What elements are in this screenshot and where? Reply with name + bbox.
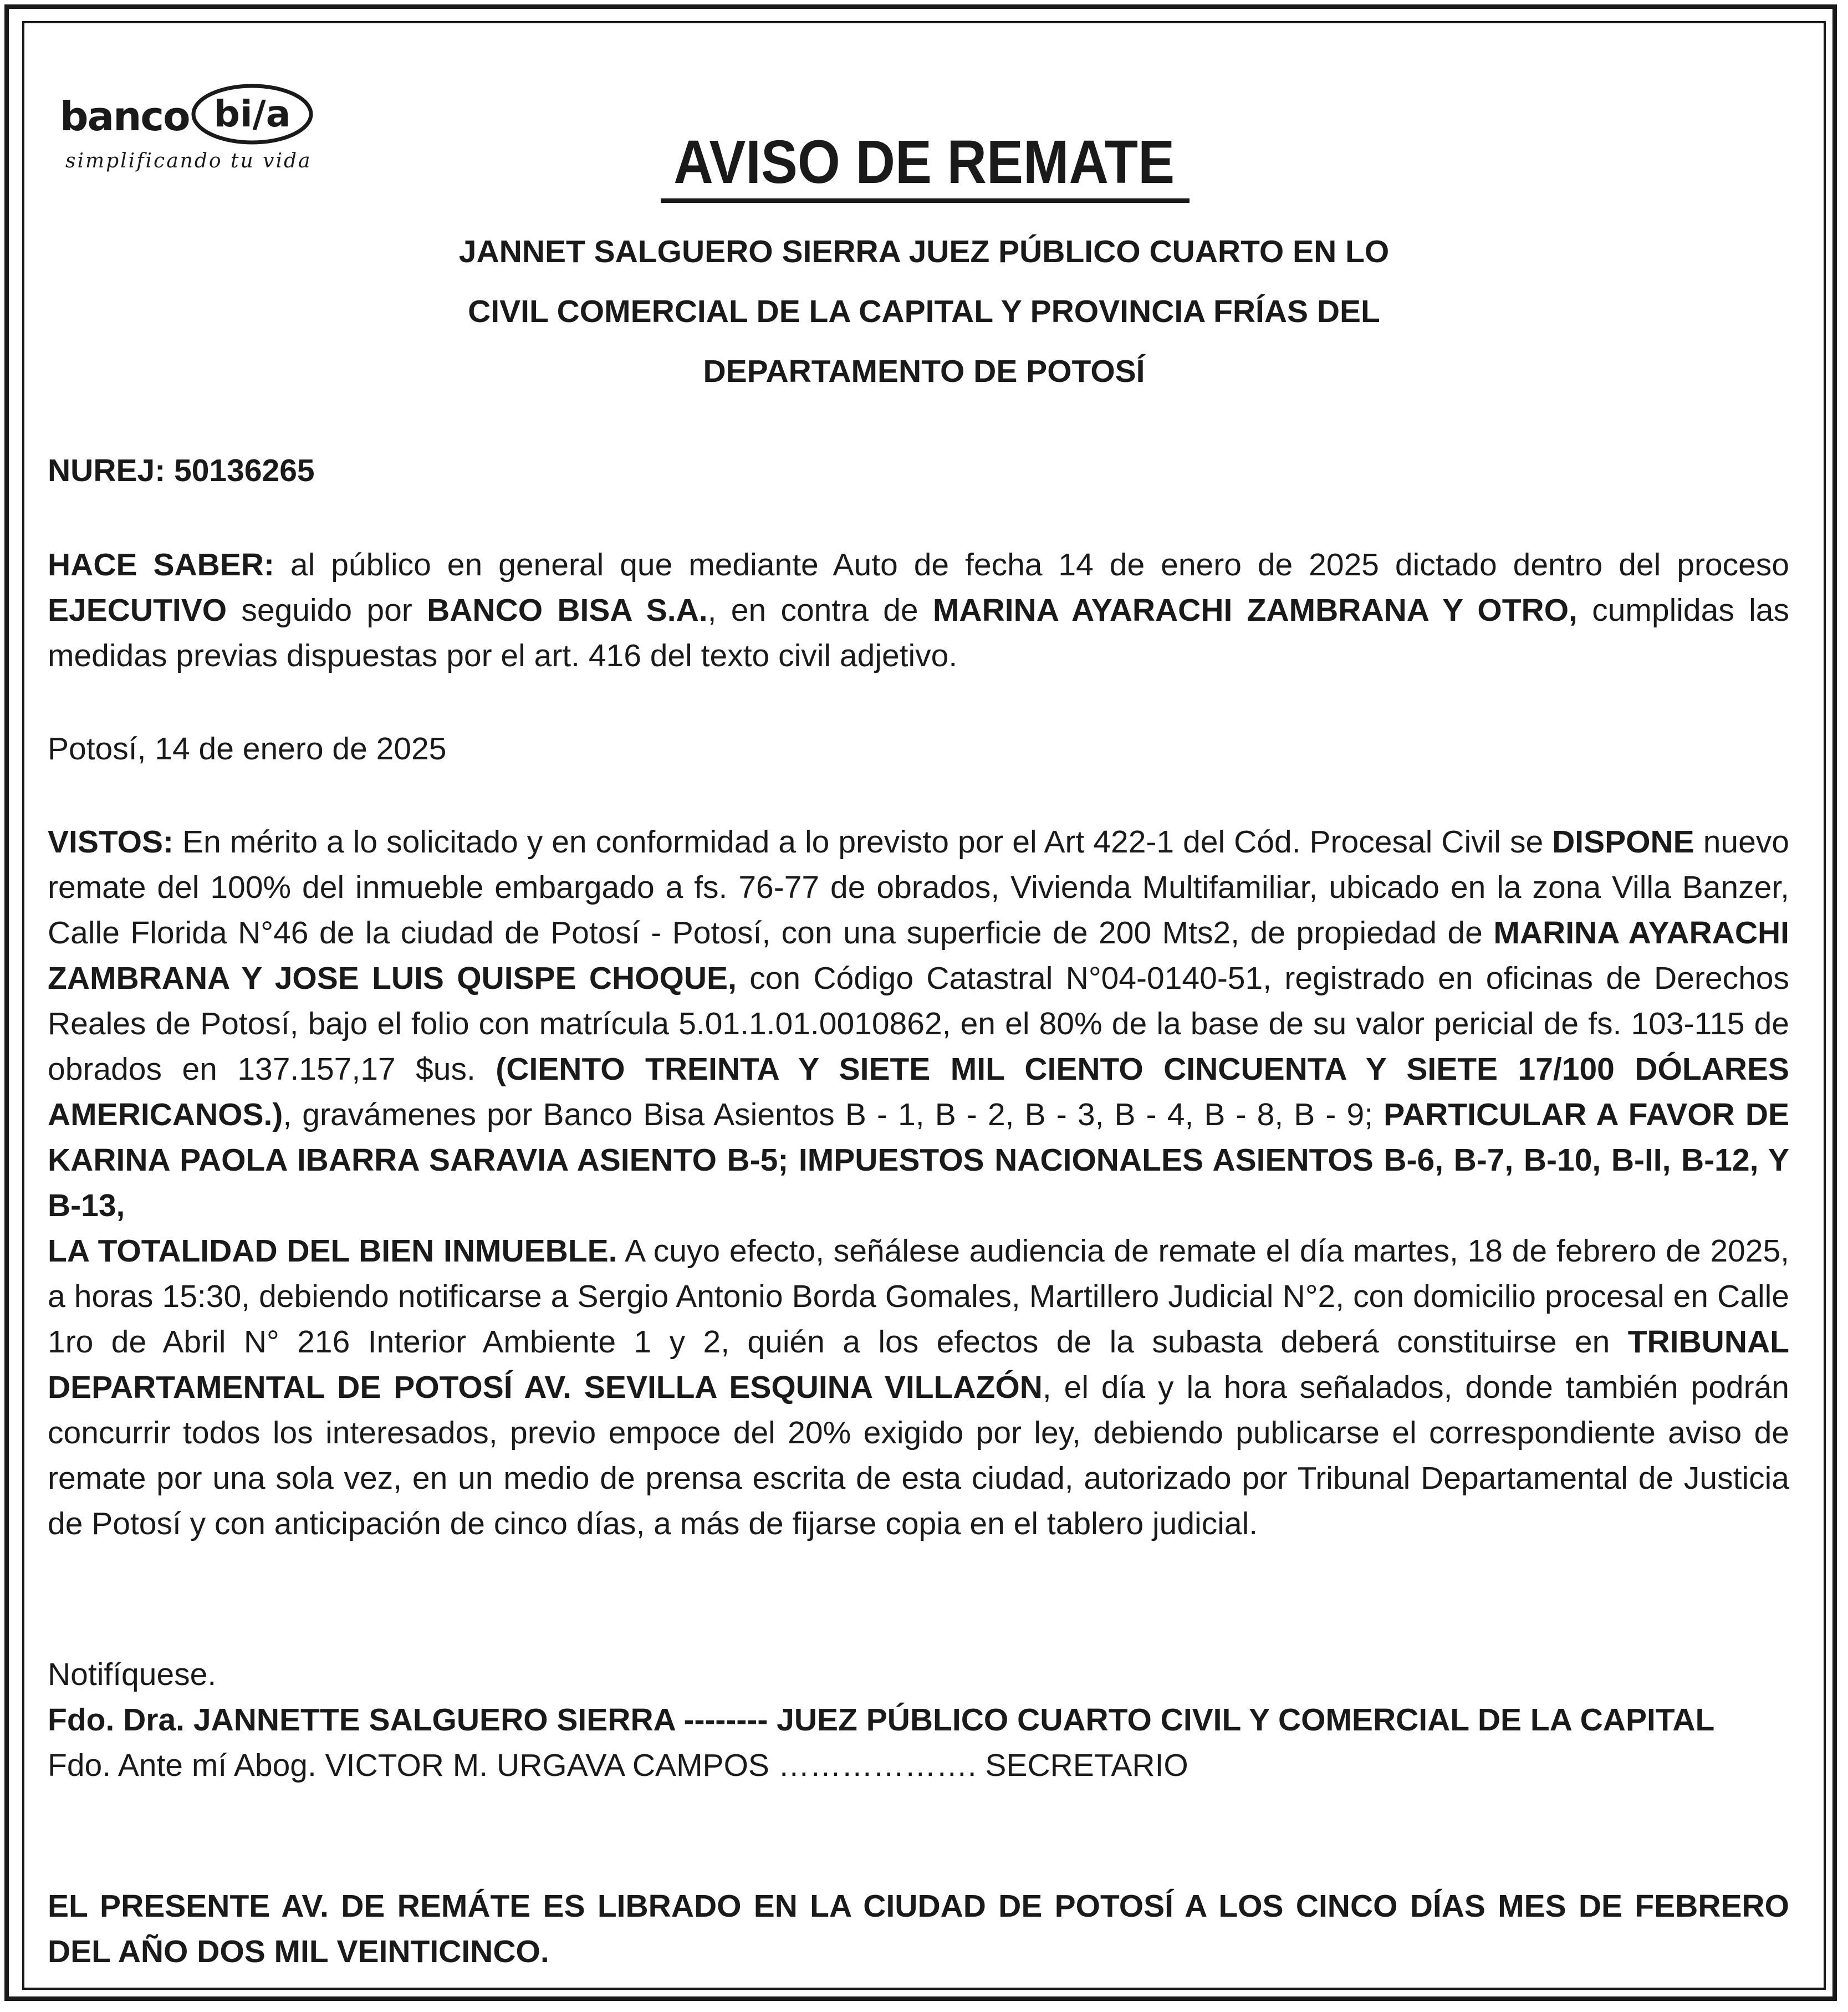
judge-signature: Fdo. Dra. JANNETTE SALGUERO SIERRA -------- JUEZ PÚBLICO CUARTO CIVIL Y COMERCIAL DE LA CAPITAL [48,1702,1715,1738]
closing-statement: EL PRESENTE AV. DE REMÁTE ES LIBRADO EN LA CIUDAD DE POTOSÍ A LOS CINCO DÍAS MES DE FEBRERO DEL AÑO DOS MIL VEINTICINCO. [48,1888,1789,1969]
heading-line-1: JANNET SALGUERO SIERRA JUEZ PÚBLICO CUARTO EN LO [458,234,1390,269]
hace-saber-paragraph: HACE SABER: al público en general que mediante Auto de fecha 14 de enero de 2025 dictado dentro del proceso EJECUTIVO seguido por BANCO BISA S.A., en contra de MARINA AYARACHI ZAMBRANA Y OTRO, cumplidas las medidas previas dispuestas por el art. 416 del texto civil adjetivo. [48,547,1790,673]
logo-word-banco: banco [60,93,190,140]
secretary-signature: Fdo. Ante mí Abog. VICTOR M. URGAVA CAMPOS ………………. SECRETARIO [48,1748,1188,1783]
vistos-paragraph: VISTOS: En mérito a lo solicitado y en conformidad a lo previsto por el Art 422-1 del Cód. Procesal Civil se DISPONE nuevo remate del 100% del inmueble embargado a fs. 76-77 de obrados, Vivienda Multifamiliar, ubicado en la zona Villa Banzer, Calle Florida N°46 de la ciudad de Potosí - Potosí, con una superficie de 200 Mts2, de propiedad de MARINA AYARACHI ZAMBRANA Y JOSE LUIS QUISPE CHOQUE, con Código Catastral N°04-0140-51, registrado en oficinas de Derechos Reales de Potosí, bajo el folio con matrícula 5.01.1.01.0010862, en el 80% de la base de su valor pericial de fs. 103-115 de obrados en 137.157,17 $us. (CIENTO TREINTA Y SIETE MIL CIENTO CINCUENTA Y SIETE 17/100 DÓLARES AMERICANOS.), gravámenes por Banco Bisa Asientos B - 1, B - 2, B - 3, B - 4, B - 8, B - 9; PARTICULAR A FAVOR DE KARINA PAOLA IBARRA SARAVIA ASIENTO B-5; IMPUESTOS NACIONALES ASIENTOS B-6, B-7, B-10, B-II, B-12, Y B-13, LA TOTALIDAD DEL BIEN INMUEBLE. A cuyo efecto, señálese audiencia de remate el día martes, 18 de febrero de 2025, a horas 15:30, debiendo notificarse a Sergio Antonio Borda Gomales, Martillero Judicial N°2, con domicilio procesal en Calle 1ro de Abril N° 216 Interior Ambiente 1 y 2, quién a los efectos de la subasta deberá constituirse en TRIBUNAL DEPARTAMENTAL DE POTOSÍ AV. SEVILLA ESQUINA VILLAZÓN, el día y la hora señalados, donde también podrán concurrir todos los interesados, previo empoce del 20% exigido por ley, debiendo publicarse el correspondiente aviso de remate por una sola vez, en un medio de prensa escrita de esta ciudad, autorizado por Tribunal Departamental de Justicia de Potosí y con anticipación de cinco días, a más de fijarse copia en el tablero judicial. [48,824,1790,1541]
notification-block [48,1652,1789,1788]
court-heading [0,222,1848,401]
heading-line-3: DEPARTAMENTO DE POTOSÍ [703,354,1145,389]
nurej-number: NUREJ: 50136265 [48,453,315,488]
logo-tagline: simplificando tu vida [65,150,312,172]
heading-line-2: CIVIL COMERCIAL DE LA CAPITAL Y PROVINCIA FRÍAS DEL [468,294,1380,329]
place-date: Potosí, 14 de enero de 2025 [48,731,447,767]
notifiquese-line: Notifíquese. [48,1657,217,1692]
title-underline [661,198,1190,203]
document-title: AVISO DE REMATE [673,128,1175,196]
logo-word-bisa: bi∕a [213,93,291,135]
